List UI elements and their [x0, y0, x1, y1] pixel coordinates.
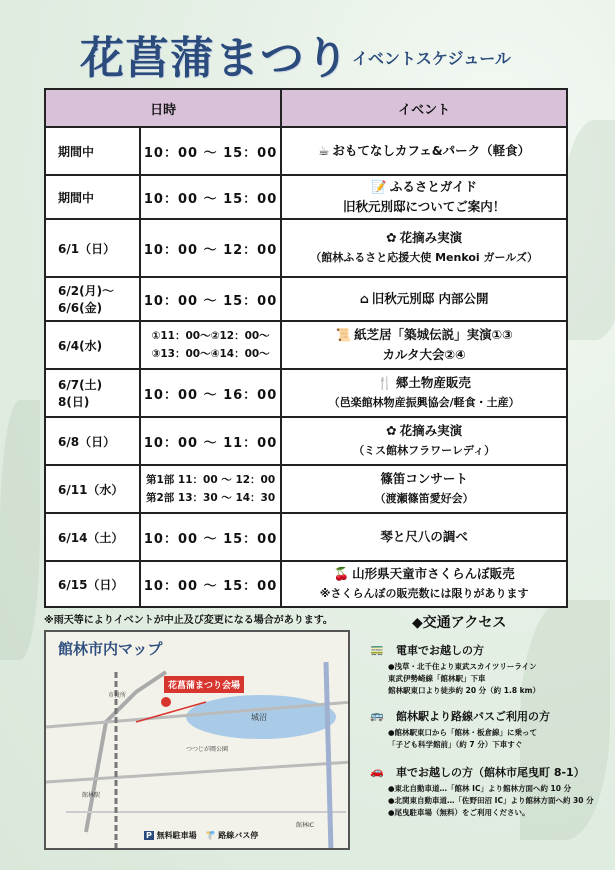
page-subtitle: イベントスケジュール: [352, 49, 511, 68]
schedule-event: [281, 321, 567, 369]
event-title: 旧秋元別邸 内部公開: [371, 291, 489, 306]
access-line: ●北関東自動車道…「佐野田沼 IC」より館林方面へ約 30 分: [388, 796, 594, 805]
access-line: 「子ども科学館前」（約 7 分）下車すぐ: [388, 740, 523, 749]
date-column-header: 日時: [45, 89, 281, 127]
event-title: 山形県天童市さくらんぼ販売: [352, 566, 515, 581]
event-title: 郷土物産販売: [395, 375, 471, 390]
schedule-header-row: [45, 89, 567, 127]
schedule-time: 10：00 〜 15：00: [140, 513, 281, 561]
bus-icon: 🚌: [370, 709, 384, 722]
schedule-date: 期間中: [45, 127, 140, 175]
venue-label: 花菖蒲まつり会場: [164, 676, 244, 693]
schedule-time: 10：00 〜 15：00: [140, 277, 281, 321]
schedule-row: [45, 513, 567, 561]
access-car-head: 車でお越しの方（館林市尾曳町 8-1）: [396, 766, 585, 779]
schedule-time: 10：00 〜 15：00: [140, 561, 281, 607]
schedule-date: 6/15（日）: [45, 561, 140, 607]
schedule-row: [45, 369, 567, 417]
access-line: 東武伊勢崎線「館林駅」下車: [388, 674, 486, 683]
schedule-time: 第1部 11：00 〜 12：00 第2部 13：30 〜 14：30: [140, 465, 281, 513]
map-label-lake: 城沼: [251, 713, 267, 722]
event-title: 紙芝居「築城伝説」実演①③: [354, 327, 513, 342]
rain-note: ※雨天等によりイベントが中止及び変更になる場合があります。: [44, 615, 333, 626]
guide-icon: 📝: [371, 179, 387, 194]
map-label-city-hall: 市役所: [108, 692, 127, 699]
schedule-row: [45, 417, 567, 465]
access-line: ●東北自動車道…「館林 IC」より館林方面へ約 10 分: [388, 784, 572, 793]
schedule-event: [281, 561, 567, 607]
bus-stop-icon: 🚏: [205, 831, 216, 840]
schedule-row: [45, 127, 567, 175]
event-column-header: イベント: [281, 89, 567, 127]
schedule-event: [281, 175, 567, 219]
parking-legend-label: 無料駐車場: [156, 831, 197, 840]
schedule-event: [281, 465, 567, 513]
schedule-body: [45, 127, 567, 607]
schedule-date: 6/2(月)〜 6/6(金): [45, 277, 140, 321]
event-detail: （渡瀬篠笛愛好会）: [374, 492, 474, 505]
flower-icon: ✿: [386, 423, 397, 438]
event-detail: カルタ大会②④: [382, 347, 466, 362]
event-title: 花摘み実演: [399, 423, 463, 438]
schedule-time: 10：00 〜 16：00: [140, 369, 281, 417]
event-title: 琴と尺八の調べ: [380, 529, 468, 544]
schedule-event: [281, 513, 567, 561]
title-block: [80, 20, 560, 84]
map-graphic: [46, 632, 350, 850]
schedule-row: [45, 277, 567, 321]
event-detail: （ミス館林フラワーレディ）: [353, 444, 496, 457]
car-icon: 🚗: [370, 765, 384, 778]
parking-icon: P: [146, 831, 152, 840]
schedule-row: [45, 561, 567, 607]
schedule-time: 10：00 〜 15：00: [140, 175, 281, 219]
event-detail: ※さくらんぼの販売数には限りがあります: [319, 587, 529, 600]
schedule-time: 10：00 〜 12：00: [140, 219, 281, 277]
access-bus-head: 館林駅より路線バスご利用の方: [396, 710, 550, 723]
schedule-row: [45, 175, 567, 219]
schedule-date: 6/11（水）: [45, 465, 140, 513]
map-label-station: 館林駅: [82, 792, 101, 799]
cutlery-icon: 🍴: [377, 375, 393, 390]
access-train-head: 電車でお越しの方: [396, 644, 484, 657]
bus-legend-label: 路線バス停: [218, 831, 259, 840]
schedule-row: [45, 465, 567, 513]
cherry-icon: 🍒: [333, 566, 350, 581]
schedule-row: [45, 321, 567, 369]
page-title: 花菖蒲まつり: [80, 33, 350, 84]
scroll-icon: 📜: [335, 327, 352, 342]
city-map: [44, 630, 350, 850]
schedule-row: [45, 219, 567, 277]
house-icon: ⌂: [359, 291, 369, 306]
map-label-park: つつじが岡公園: [186, 746, 229, 753]
schedule-event: [281, 417, 567, 465]
map-title: 館林市内マップ: [58, 640, 163, 658]
schedule-time: 10：00 〜 11：00: [140, 417, 281, 465]
schedule-event: [281, 219, 567, 277]
access-train: [370, 642, 610, 697]
background-leaf: [560, 120, 615, 340]
schedule-date: 6/1（日）: [45, 219, 140, 277]
schedule-event: [281, 369, 567, 417]
event-detail: 旧秋元別邸についてご案内！: [343, 199, 506, 214]
map-label-ic: 館林IC: [296, 822, 314, 829]
access-car: [370, 764, 610, 819]
schedule-date: 6/4(水): [45, 321, 140, 369]
flower-icon: ✿: [386, 230, 397, 245]
train-icon: 🚃: [370, 643, 384, 656]
event-detail: （館林ふるさと応援大使 Menkoi ガールズ）: [310, 251, 538, 264]
access-line: ●館林駅東口から「館林・板倉線」に乗って: [388, 728, 538, 737]
event-title: 花摘み実演: [399, 230, 463, 245]
access-bus: [370, 708, 610, 751]
access-line: ●尾曳駐車場（無料）をご利用ください。: [388, 808, 530, 817]
event-title: ふるさとガイド: [389, 179, 477, 194]
event-title: おもてなしカフェ&パーク（軽食）: [332, 143, 531, 158]
event-detail: （邑楽館林物産振興協会/軽食・土産）: [328, 396, 520, 409]
access-line: ●浅草・北千住より東武スカイツリーライン: [388, 662, 537, 671]
schedule-table: [44, 88, 568, 608]
background-leaf: [0, 400, 40, 660]
map-legend: [144, 830, 258, 841]
schedule-date: 期間中: [45, 175, 140, 219]
event-title: 篠笛コンサート: [380, 471, 468, 486]
schedule-time: 10：00 〜 15：00: [140, 127, 281, 175]
access-line: 館林駅東口より徒歩約 20 分（約 1.8 km）: [388, 686, 540, 695]
schedule-event: [281, 277, 567, 321]
schedule-date: 6/7(土) 8(日): [45, 369, 140, 417]
cafe-icon: ☕: [318, 143, 330, 158]
access-title: ◆交通アクセス: [412, 615, 507, 631]
schedule-date: 6/8（日）: [45, 417, 140, 465]
schedule-date: 6/14（土）: [45, 513, 140, 561]
schedule-time: ①11：00〜②12：00〜 ③13：00〜④14：00〜: [140, 321, 281, 369]
schedule-event: [281, 127, 567, 175]
